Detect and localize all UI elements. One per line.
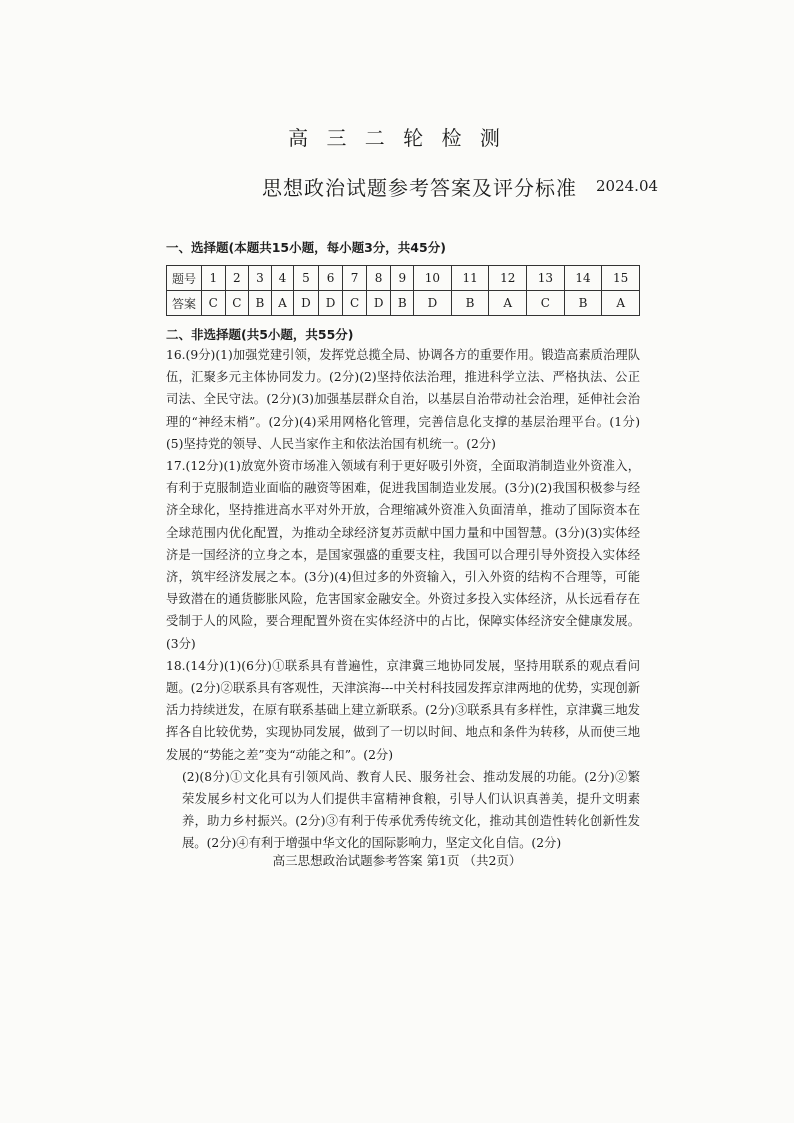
table-cell: C	[343, 291, 367, 316]
table-cell: 7	[343, 266, 367, 291]
table-cell: 3	[249, 266, 272, 291]
table-cell: B	[451, 291, 489, 316]
table-cell: 9	[391, 266, 414, 291]
table-cell: C	[202, 291, 226, 316]
answer-q16: 16.(9分)(1)加强党建引领，发挥党总揽全局、协调各方的重要作用。锻造高素质治理队伍，汇聚多元主体协同发力。(2分)(2)坚持依法治理，推进科学立法、严格执法、公正司法、全民守法。(2分)(3)加强基层群众自治，以基层自治带动社会治理，延伸社会治理的“神经末梢”。(2分)(4)采用网格化管理，完善信息化支撑的基层治理平台。(1分)(5)坚持党的领导、人民当家作主和依法治国有机统一。(2分)	[166, 348, 640, 451]
table-cell: A	[489, 291, 527, 316]
section2-heading: 二、非选择题(共5小题，共55分)	[166, 327, 354, 342]
table-cell: A	[271, 291, 293, 316]
document-subtitle: 思想政治试题参考答案及评分标准	[262, 176, 577, 200]
answer-row	[167, 291, 640, 316]
table-cell: 11	[451, 266, 489, 291]
row-label-number: 题号	[167, 266, 202, 291]
table-cell: B	[391, 291, 414, 316]
table-cell: D	[318, 291, 343, 316]
section1-heading: 一、选择题(本题共15小题，每小题3分，共45分)	[166, 240, 446, 255]
table-cell: D	[366, 291, 391, 316]
question-number-row	[167, 266, 640, 291]
table-cell: 2	[225, 266, 249, 291]
table-cell: 14	[564, 266, 602, 291]
row-label-answer: 答案	[167, 291, 202, 316]
answer-table	[166, 265, 640, 316]
table-cell: 10	[414, 266, 452, 291]
table-cell: 12	[489, 266, 527, 291]
table-cell: 8	[366, 266, 391, 291]
document-date: 2024.04	[596, 177, 659, 195]
table-cell: 4	[271, 266, 293, 291]
table-cell: D	[294, 291, 319, 316]
page-footer: 高三思想政治试题参考答案 第1页 （共2页）	[272, 853, 522, 868]
table-cell: C	[225, 291, 249, 316]
answer-q18-part2: (2)(8分)①文化具有引领风尚、教育人民、服务社会、推动发展的功能。(2分)②繁荣发展乡村文化可以为人们提供丰富精神食粮，引导人们认识真善美，提升文明素养，助力乡村振兴。(2分)③有利于传承优秀传统文化，推动其创造性转化创新性发展。(2分)④有利于增强中华文化的国际影响力，坚定文化自信。(2分)	[182, 769, 640, 851]
table-cell: B	[249, 291, 272, 316]
table-cell: 6	[318, 266, 343, 291]
exam-title: 高 三 二 轮 检 测	[288, 126, 506, 150]
table-cell: B	[564, 291, 602, 316]
table-cell: 15	[602, 266, 640, 291]
answer-q17: 17.(12分)(1)放宽外资市场准入领域有利于更好吸引外资，全面取消制造业外资准入，有利于克服制造业面临的融资等困难，促进我国制造业发展。(3分)(2)我国积极参与经济全球化，坚持推进高水平对外开放，合理缩减外资准入负面清单，推动了国际资本在全球范围内优化配置，为推动全球经济复苏贡献中国力量和中国智慧。(3分)(3)实体经济是一国经济的立身之本，是国家强盛的重要支柱，我国可以合理引导外资投入实体经济，筑牢经济发展之本。(3分)(4)但过多的外资输入，引入外资的结构不合理等，可能导致潜在的通货膨胀风险，危害国家金融安全。外资过多投入实体经济，从长远看存在受制于人的风险，要合理配置外资在实体经济中的占比，保障实体经济安全健康发展。(3分)	[166, 459, 640, 651]
table-cell: A	[602, 291, 640, 316]
answer-q18-part1: 18.(14分)(1)(6分)①联系具有普遍性，京津冀三地协同发展，坚持用联系的观点看问题。(2分)②联系具有客观性，天津滨海---中关村科技园发挥京津两地的优势，实现创新活力持续迸发，在原有联系基础上建立新联系。(2分)③联系具有多样性，京津冀三地发挥各自比较优势，实现协同发展，做到了一切以时间、地点和条件为转移，从而使三地发展的“势能之差”变为“动能之和”。(2分)	[166, 658, 640, 762]
table-cell: C	[527, 291, 565, 316]
table-cell: 13	[527, 266, 565, 291]
table-cell: 5	[294, 266, 319, 291]
table-cell: D	[414, 291, 452, 316]
table-cell: 1	[202, 266, 226, 291]
open-answers	[166, 344, 640, 855]
